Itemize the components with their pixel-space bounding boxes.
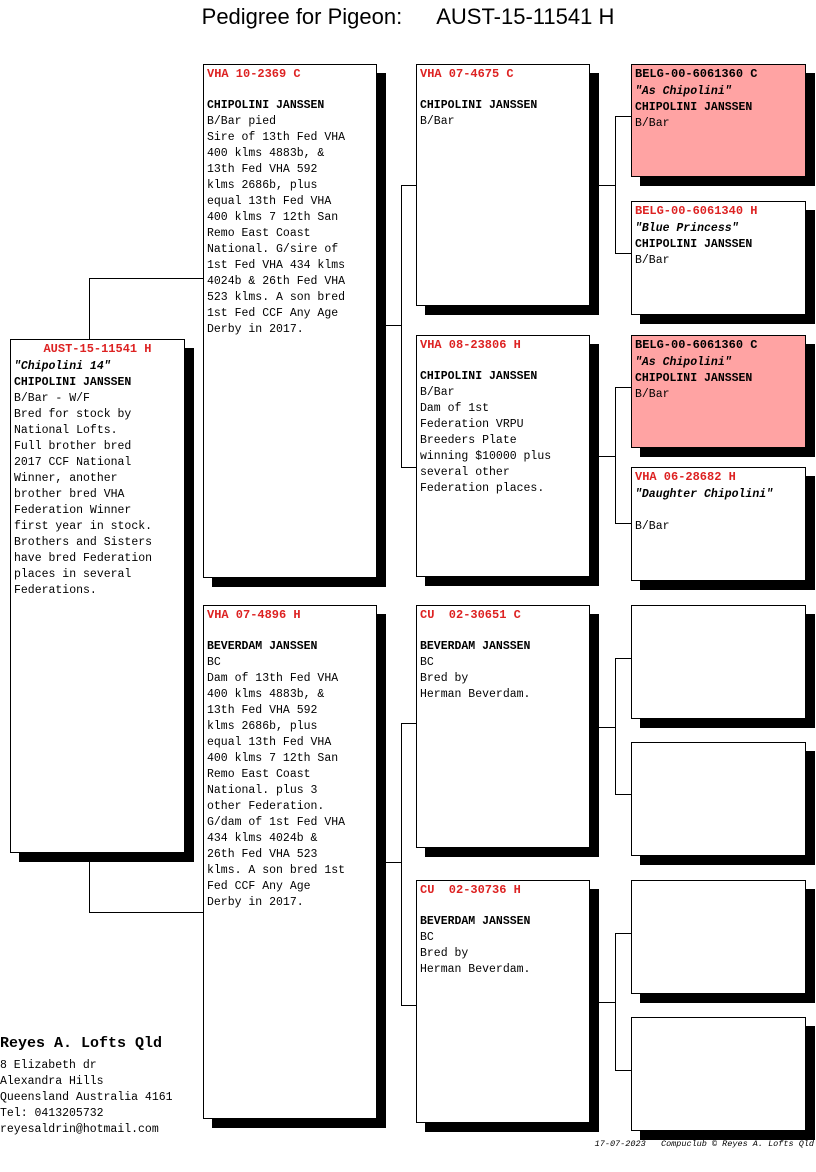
subject-info: B/Bar - W/F Bred for stock by National Lofts. Full brother bred 2017 CCF National Winner, another brother bred VHA Federation Winner first year in stock. Brothers and Sisters have bred Federation places in several Federations. [14, 392, 153, 597]
sss-strain: CHIPOLINI JANSSEN [635, 101, 753, 114]
subject-strain: CHIPOLINI JANSSEN [14, 376, 132, 389]
connector-line [615, 116, 632, 117]
dam-ring-number: VHA 07-4896 H [207, 608, 301, 622]
connector-line [615, 253, 632, 254]
connector-line [589, 727, 615, 728]
blank-line [635, 503, 802, 519]
title-prefix: Pedigree for Pigeon: [201, 4, 403, 29]
sdd-name: "Daughter Chipolini" [635, 488, 774, 501]
email-link[interactable]: reyesaldrin@hotmail.com [0, 1123, 159, 1136]
connector-line [589, 1002, 615, 1003]
sds-name: "As Chipolini" [635, 356, 732, 369]
page-title [0, 4, 816, 30]
dam-dam-strain: BEVERDAM JANSSEN [420, 915, 531, 928]
connector-line [615, 523, 632, 524]
sire-sire-sire-card[interactable] [631, 64, 806, 177]
dam-sire-info: BC Bred by Herman Beverdam. [420, 656, 531, 701]
sire-ring-number: VHA 10-2369 C [207, 67, 301, 81]
sire-sire-ring-number: VHA 07-4675 C [420, 67, 514, 81]
dam-strain: BEVERDAM JANSSEN [207, 640, 318, 653]
loft-contact [0, 1034, 173, 1138]
sire-dam-dam-card[interactable] [631, 467, 806, 581]
connector-line [615, 933, 616, 1071]
sire-sire-info: B/Bar [420, 115, 455, 128]
subject-pigeon-card[interactable] [10, 339, 185, 853]
sire-sire-card[interactable] [416, 64, 590, 306]
connector-line [89, 912, 204, 913]
connector-line [615, 794, 632, 795]
connector-line [615, 658, 632, 659]
connector-line [401, 467, 417, 468]
connector-line [589, 185, 615, 186]
address-line-2: Alexandra Hills [0, 1075, 104, 1088]
sire-dam-sire-card[interactable] [631, 335, 806, 448]
connector-line [89, 278, 204, 279]
sds-ring-number: BELG-00-6061360 C [635, 338, 758, 352]
sdd-info: B/Bar [635, 520, 670, 533]
sss-ring-number: BELG-00-6061360 C [635, 67, 758, 81]
connector-line [401, 1005, 417, 1006]
connector-line [615, 387, 616, 524]
sire-card[interactable] [203, 64, 377, 578]
sire-sire-dam-card[interactable] [631, 201, 806, 315]
connector-line [401, 723, 417, 724]
sire-dam-info: B/Bar Dam of 1st Federation VRPU Breeders Plate winning $10000 plus several other Federation places. [420, 386, 552, 495]
connector-line [615, 1070, 632, 1071]
connector-line [401, 723, 402, 1006]
sire-info: B/Bar pied Sire of 13th Fed VHA 400 klms 4883b, & 13th Fed VHA 592 klms 2686b, plus equal 13th Fed VHA 400 klms 7 12th San Remo East Coast National. G/sire of 1st Fed VHA 434 klms 4024b & 26th Fed VHA 523 klms. A son bred 1st Fed CCF Any Age Derby in 2017. [207, 115, 346, 336]
connector-line [401, 185, 417, 186]
dam-info: BC Dam of 13th Fed VHA 400 klms 4883b, & 13th Fed VHA 592 klms 2686b, plus equal 13th Fed VHA 400 klms 7 12th San Remo East Coast National. plus 3 other Federation. G/dam of 1st Fed VHA 434 klms 4024b & 26th Fed VHA 523 klms. A son bred 1st Fed CCF Any Age Derby in 2017. [207, 656, 346, 909]
address-line-1: 8 Elizabeth dr [0, 1059, 97, 1072]
ssd-strain: CHIPOLINI JANSSEN [635, 238, 753, 251]
ssd-info: B/Bar [635, 254, 670, 267]
sire-dam-ring-number: VHA 08-23806 H [420, 338, 521, 352]
empty-pigeon-card[interactable] [631, 880, 806, 994]
dam-sire-card[interactable] [416, 605, 590, 848]
dam-dam-info: BC Bred by Herman Beverdam. [420, 931, 531, 976]
connector-line [89, 278, 90, 340]
sire-dam-card[interactable] [416, 335, 590, 577]
dam-dam-card[interactable] [416, 880, 590, 1123]
title-ring: AUST-15-11541 H [436, 4, 615, 29]
dam-sire-strain: BEVERDAM JANSSEN [420, 640, 531, 653]
dam-sire-ring-number: CU 02-30651 C [420, 608, 521, 622]
connector-line [89, 852, 90, 912]
sss-info: B/Bar [635, 117, 670, 130]
sire-strain: CHIPOLINI JANSSEN [207, 99, 325, 112]
sds-info: B/Bar [635, 388, 670, 401]
sss-name: "As Chipolini" [635, 85, 732, 98]
sire-sire-strain: CHIPOLINI JANSSEN [420, 99, 538, 112]
connector-line [615, 933, 632, 934]
connector-line [376, 862, 401, 863]
connector-line [615, 387, 632, 388]
connector-line [615, 116, 616, 254]
ssd-ring-number: BELG-00-6061340 H [635, 204, 758, 218]
address-line-3: Queensland Australia 4161 [0, 1091, 173, 1104]
subject-ring-number: AUST-15-11541 H [43, 342, 152, 356]
ssd-name: "Blue Princess" [635, 222, 739, 235]
loft-name: Reyes A. Lofts Qld [0, 1035, 163, 1052]
sdd-ring-number: VHA 06-28682 H [635, 470, 736, 484]
connector-line [401, 185, 402, 468]
sds-strain: CHIPOLINI JANSSEN [635, 372, 753, 385]
print-credit: 17-07-2023 Compuclub © Reyes A. Lofts Qld [594, 1139, 814, 1149]
connector-line [376, 325, 401, 326]
sire-dam-strain: CHIPOLINI JANSSEN [420, 370, 538, 383]
connector-line [615, 658, 616, 795]
empty-pigeon-card[interactable] [631, 605, 806, 719]
subject-name: "Chipolini 14" [14, 360, 111, 373]
empty-pigeon-card[interactable] [631, 1017, 806, 1131]
telephone: Tel: 0413205732 [0, 1107, 104, 1120]
dam-card[interactable] [203, 605, 377, 1119]
connector-line [589, 456, 615, 457]
dam-dam-ring-number: CU 02-30736 H [420, 883, 521, 897]
empty-pigeon-card[interactable] [631, 742, 806, 856]
